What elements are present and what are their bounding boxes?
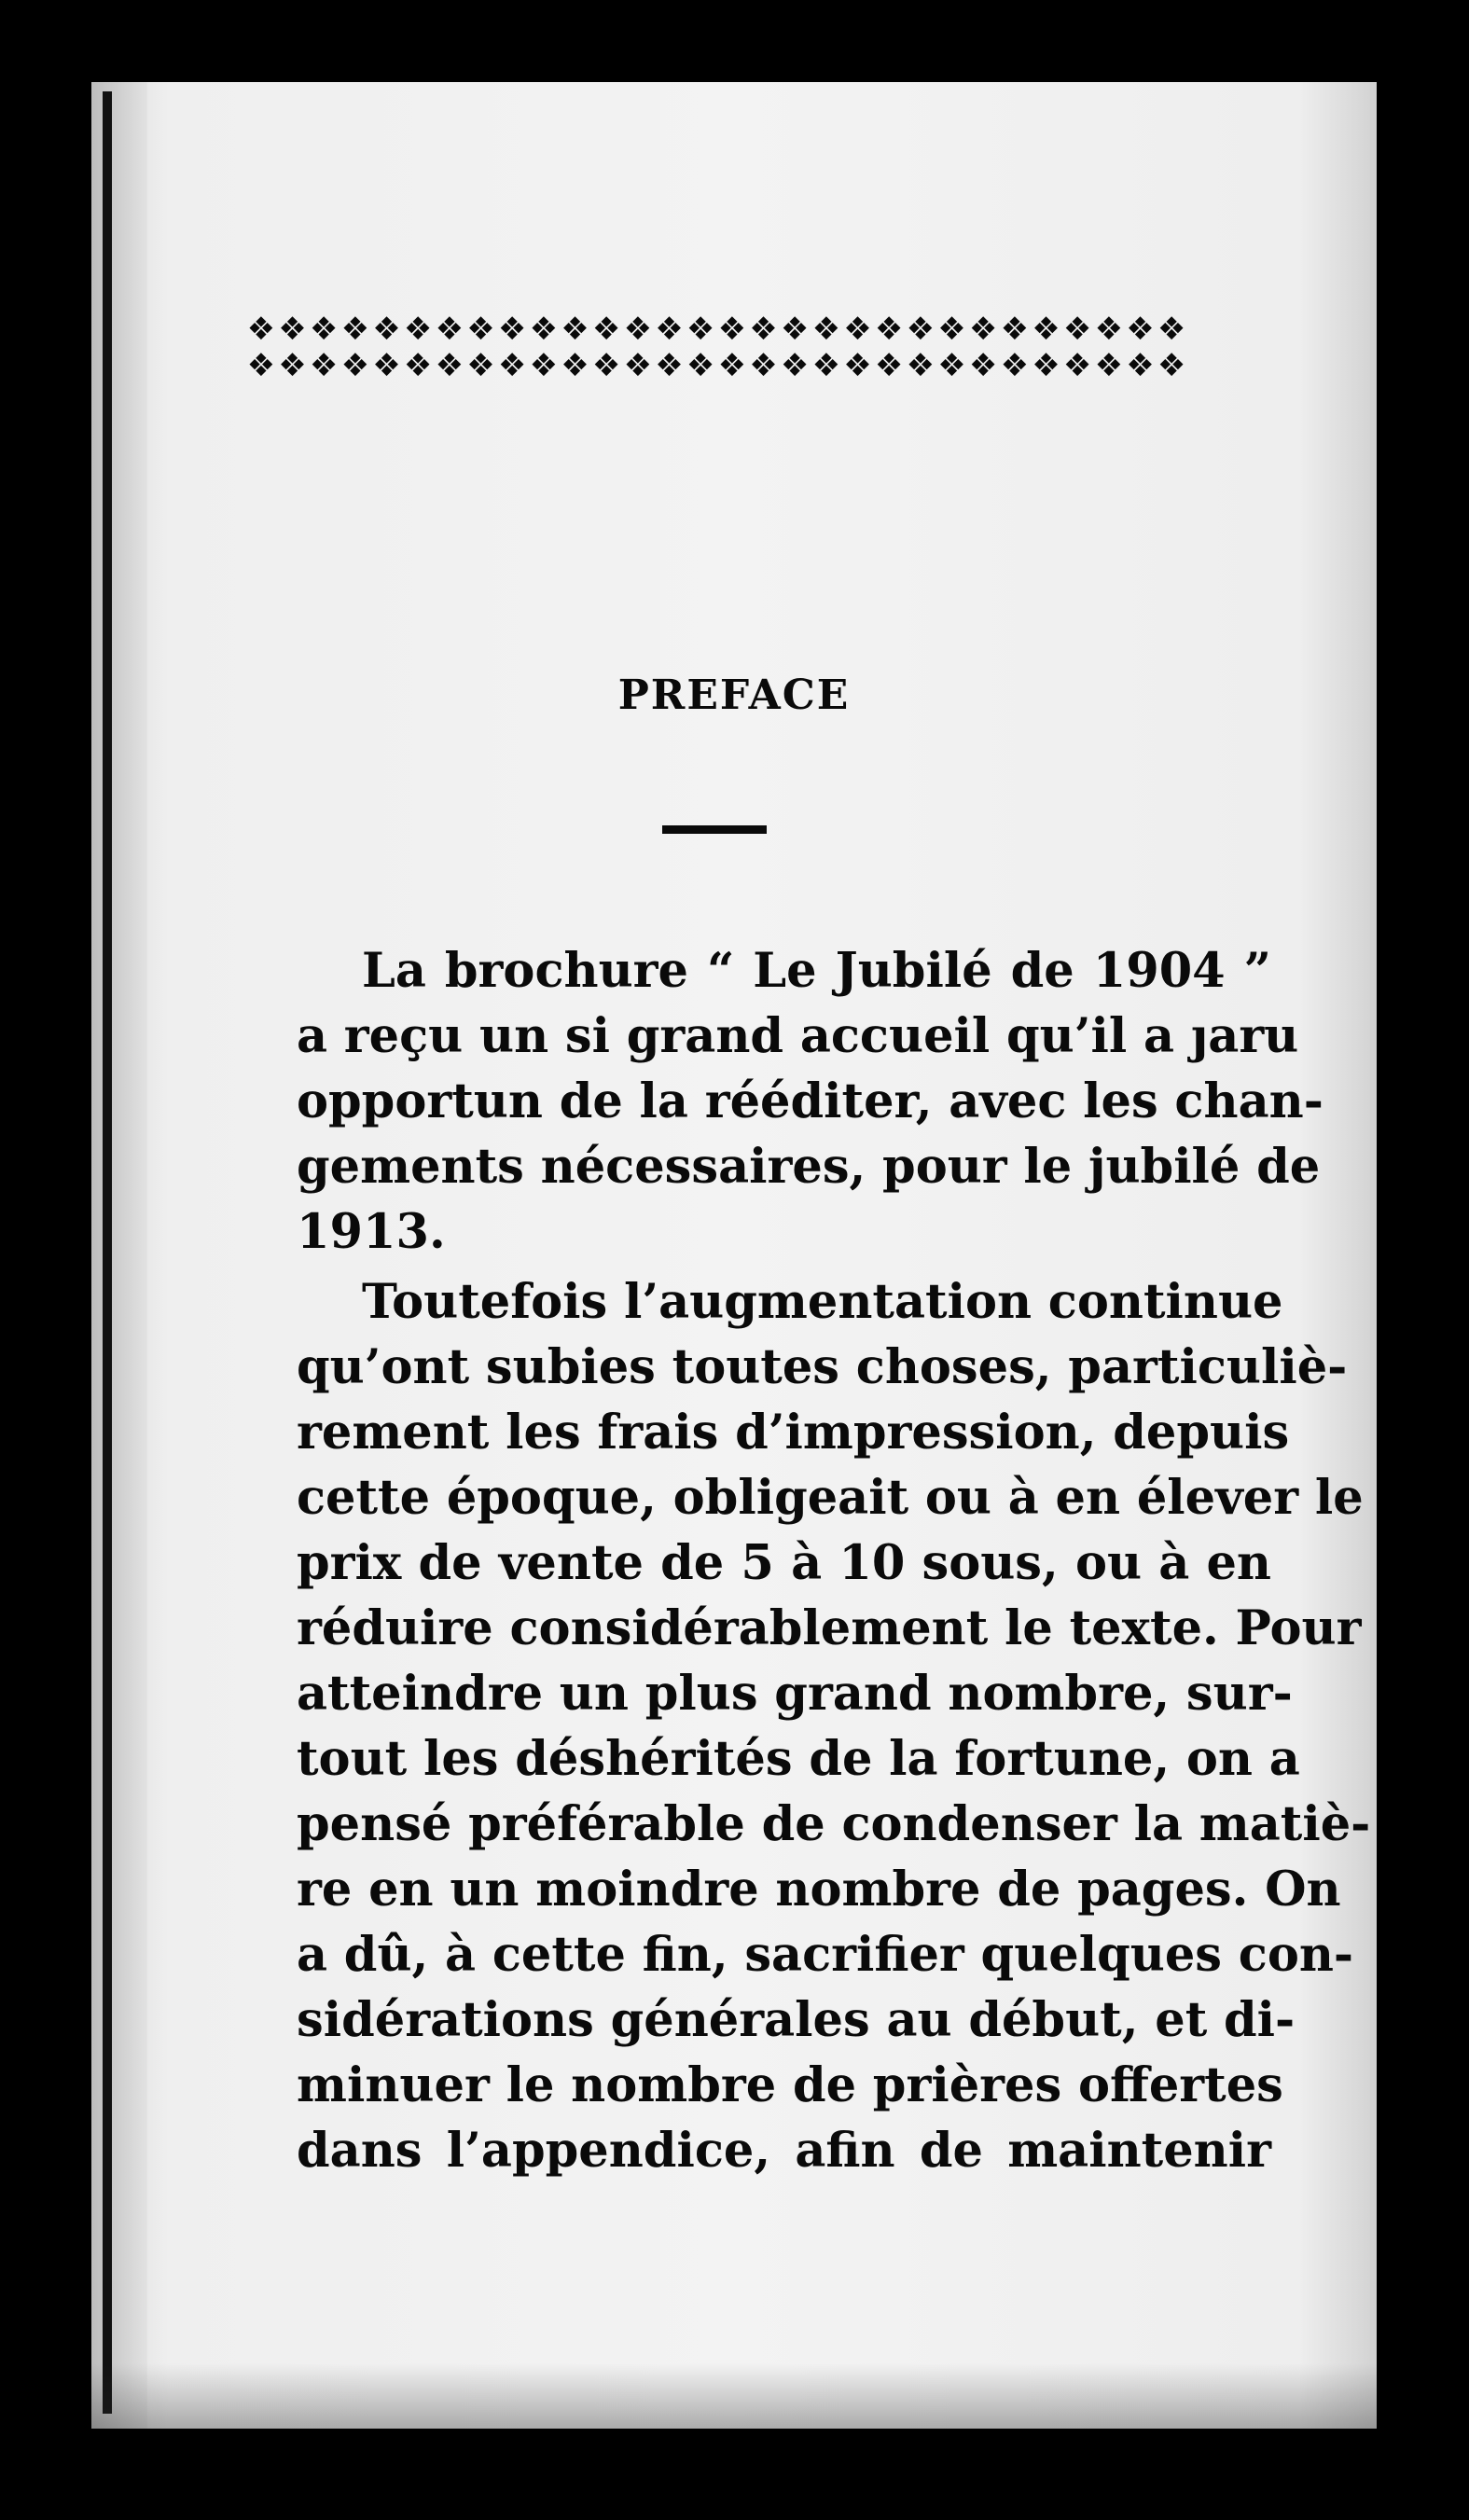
- ornament-diamond-icon: ❖: [655, 346, 684, 384]
- ornament-diamond-icon: ❖: [811, 346, 841, 384]
- text-line: tout les déshérités de la fortune, on a: [297, 1731, 1300, 1787]
- ornament-diamond-icon: ❖: [561, 346, 589, 384]
- ornament-diamond-icon: ❖: [937, 310, 966, 348]
- ornament-diamond-icon: ❖: [591, 346, 621, 384]
- ornament-diamond-icon: ❖: [1094, 310, 1124, 348]
- ornament-diamond-icon: ❖: [843, 310, 872, 348]
- ornament-diamond-icon: ❖: [1062, 310, 1092, 348]
- ornament-diamond-icon: ❖: [1126, 346, 1155, 384]
- text-line: 1913.: [297, 1204, 446, 1260]
- ornament-diamond-icon: ❖: [749, 310, 778, 348]
- spine-shadow: [91, 82, 147, 2429]
- ornament-diamond-icon: ❖: [435, 346, 464, 384]
- book-page: [91, 82, 1377, 2429]
- text-line: cette époque, obligeait ou à en élever le: [297, 1470, 1364, 1526]
- ornament-diamond-icon: ❖: [561, 310, 589, 348]
- text-line: prix de vente de 5 à 10 sous, ou à en: [297, 1535, 1271, 1591]
- ornament-diamond-icon: ❖: [655, 310, 684, 348]
- ornament-diamond-icon: ❖: [466, 310, 495, 348]
- ornament-diamond-icon: ❖: [717, 310, 747, 348]
- ornament-diamond-icon: ❖: [403, 310, 433, 348]
- ornament-diamond-icon: ❖: [717, 346, 747, 384]
- text-line: sidérations générales au début, et di-: [297, 1992, 1296, 2048]
- ornament-diamond-icon: ❖: [340, 310, 370, 348]
- ornament-diamond-icon: ❖: [1157, 346, 1186, 384]
- text-line: re en un moindre nombre de pages. On: [297, 1862, 1341, 1918]
- title-rule: [662, 825, 767, 834]
- ornament-diamond-icon: ❖: [1062, 346, 1092, 384]
- ornament-diamond-icon: ❖: [278, 310, 307, 348]
- text-line: opportun de la rééditer, avec les chan-: [297, 1073, 1323, 1129]
- ornament-diamond-icon: ❖: [906, 310, 935, 348]
- ornament-diamond-icon: ❖: [623, 346, 653, 384]
- text-line: minuer le nombre de prières offertes: [297, 2057, 1283, 2113]
- paragraph-2: [231, 1269, 1371, 2183]
- paragraph-1: [231, 938, 1323, 1265]
- ornament-diamond-icon: ❖: [246, 346, 276, 384]
- ornament-diamond-icon: ❖: [906, 346, 935, 384]
- ornament-diamond-icon: ❖: [591, 310, 621, 348]
- ornament-diamond-icon: ❖: [968, 310, 998, 348]
- ornament-diamond-icon: ❖: [686, 310, 715, 348]
- ornament-diamond-icon: ❖: [874, 346, 904, 384]
- ornament-diamond-icon: ❖: [1157, 310, 1186, 348]
- text-line: dans l’appendice, afin de maintenir: [297, 2123, 1271, 2179]
- page-bottom-edge: [91, 2363, 1377, 2429]
- ornament-diamond-icon: ❖: [1094, 346, 1124, 384]
- ornament-diamond-icon: ❖: [497, 346, 527, 384]
- ornament-diamond-icon: ❖: [246, 310, 276, 348]
- text-line: Toutefois l’augmentation continue: [362, 1274, 1283, 1330]
- ornament-diamond-icon: ❖: [1126, 310, 1155, 348]
- ornament-diamond-icon: ❖: [623, 310, 653, 348]
- ornament-diamond-icon: ❖: [1032, 346, 1060, 384]
- ornament-diamond-icon: ❖: [811, 310, 841, 348]
- ornament-diamond-icon: ❖: [686, 346, 715, 384]
- ornament-diamond-icon: ❖: [309, 310, 339, 348]
- ornament-diamond-icon: ❖: [340, 346, 370, 384]
- text-line: La brochure “ Le Jubilé de 1904 ”: [362, 943, 1271, 999]
- ornament-diamond-icon: ❖: [780, 346, 810, 384]
- ornament-diamond-icon: ❖: [529, 310, 559, 348]
- ornament-diamond-icon: ❖: [1000, 346, 1030, 384]
- text-line: pensé préférable de condenser la matiè-: [297, 1796, 1371, 1852]
- page-title: PREFACE: [617, 672, 851, 719]
- ornament-diamond-icon: ❖: [843, 346, 872, 384]
- ornament-diamond-icon: ❖: [309, 346, 339, 384]
- header-ornament: [245, 311, 1187, 383]
- binding-edge: [103, 91, 112, 2414]
- ornament-diamond-icon: ❖: [435, 310, 464, 348]
- text-line: gements nécessaires, pour le jubilé de: [297, 1139, 1321, 1195]
- text-line: atteindre un plus grand nombre, sur-: [297, 1666, 1293, 1722]
- ornament-diamond-icon: ❖: [529, 346, 559, 384]
- text-line: qu’ont subies toutes choses, particuliè-: [297, 1339, 1348, 1395]
- body-text: [231, 938, 1371, 2188]
- ornament-diamond-icon: ❖: [874, 310, 904, 348]
- ornament-diamond-icon: ❖: [466, 346, 495, 384]
- ornament-diamond-icon: ❖: [749, 346, 778, 384]
- ornament-diamond-icon: ❖: [780, 310, 810, 348]
- ornament-diamond-icon: ❖: [403, 346, 433, 384]
- ornament-diamond-icon: ❖: [937, 346, 966, 384]
- text-line: rement les frais d’impression, depuis: [297, 1405, 1290, 1461]
- ornament-diamond-icon: ❖: [372, 310, 401, 348]
- ornament-diamond-icon: ❖: [278, 346, 307, 384]
- ornament-diamond-icon: ❖: [1000, 310, 1030, 348]
- text-line: réduire considérablement le texte. Pour: [297, 1600, 1362, 1656]
- ornament-diamond-icon: ❖: [372, 346, 401, 384]
- ornament-diamond-icon: ❖: [497, 310, 527, 348]
- text-line: a reçu un si grand accueil qu’il a ȷaru: [297, 1008, 1299, 1064]
- ornament-diamond-icon: ❖: [1032, 310, 1060, 348]
- text-line: a dû, à cette fin, sacrifier quelques con-: [297, 1927, 1354, 1983]
- ornament-diamond-icon: ❖: [968, 346, 998, 384]
